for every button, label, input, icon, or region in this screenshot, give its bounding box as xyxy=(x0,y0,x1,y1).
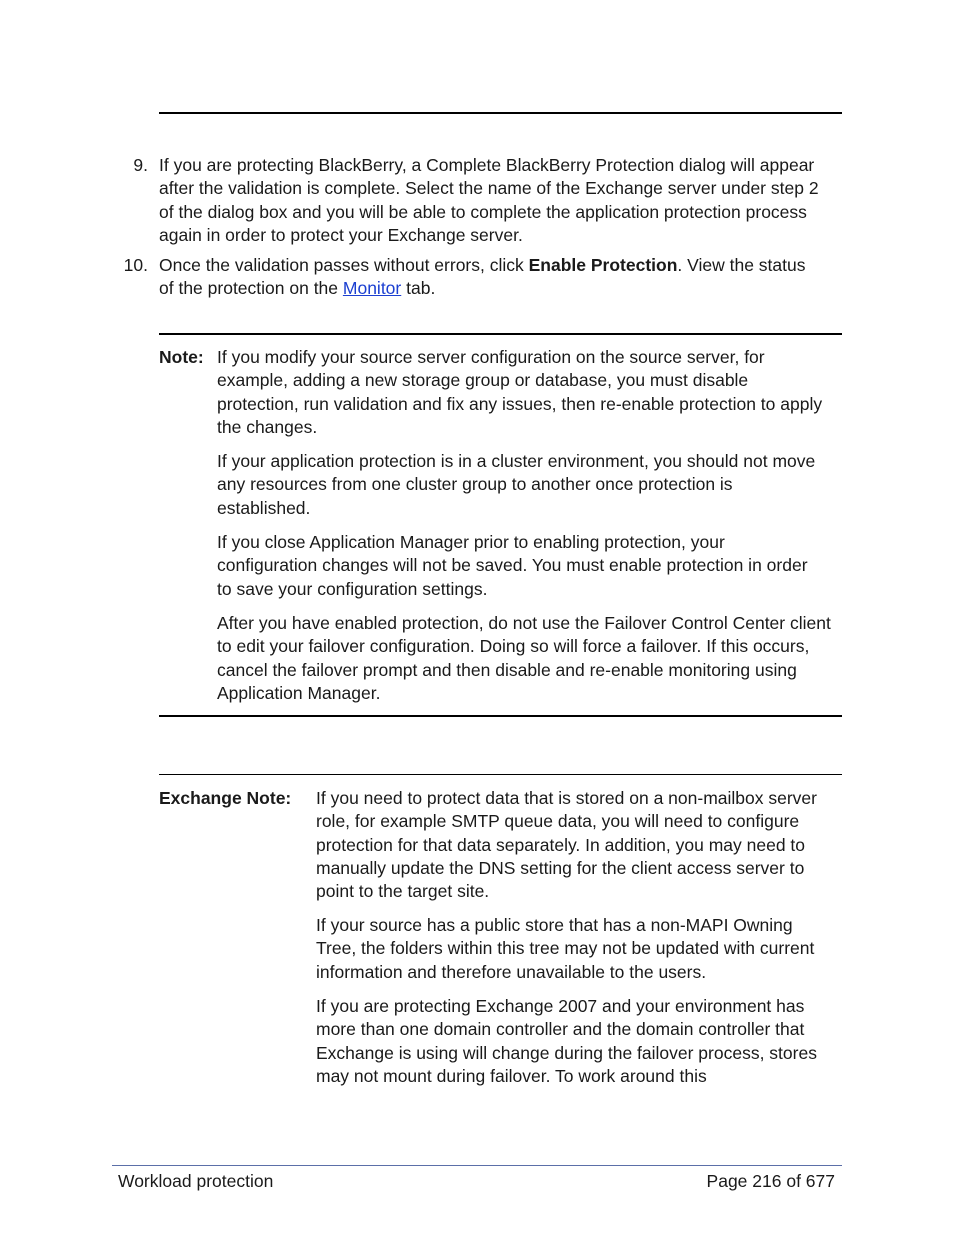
note-label: Note: xyxy=(159,347,204,367)
enable-protection-label: Enable Protection xyxy=(528,255,678,275)
exchange-note-paragraph: If you need to protect data that is stored on a non-mailbox server role, for example SMTP queue data, you will need to configure protection for that data separately. In addition, you may need to manually update the DNS setting for the client access server to point to the target site. xyxy=(316,788,817,902)
exchange-note-paragraph: If you are protecting Exchange 2007 and your environment has more than one domain controller and the domain controller that Exchange is using will change during the failover process, stores may not mount during failover. To work around this xyxy=(316,996,817,1086)
step-text-part: . View the status of the protection on the xyxy=(159,255,806,299)
footer-divider xyxy=(112,1165,842,1166)
step-text xyxy=(159,254,809,301)
step-text-part: tab. xyxy=(401,278,436,299)
footer-section-title: Workload protection xyxy=(118,1171,274,1191)
exchange-note-label: Exchange Note: xyxy=(159,788,292,808)
step-text: If you are protecting BlackBerry, a Complete BlackBerry Protection dialog will appear after the validation is complete. Select the name of the Exchange server under step 2 of the dialog box and you will be able to complete the application protection process again in order to protect your Exchange server. xyxy=(159,155,819,245)
step-number: 10. xyxy=(123,255,148,275)
note-paragraph: If you close Application Manager prior to enabling protection, your configuration changes will not be saved. You must enable protection in order to save your configuration settings. xyxy=(217,532,808,599)
note-paragraph: If you modify your source server configuration on the source server, for example, adding a new storage group or database, you must disable protection, run validation and fix any issues, then re-enable protection to apply the changes. xyxy=(217,347,823,437)
note-bottom-divider xyxy=(159,715,842,717)
note-top-divider xyxy=(159,333,842,335)
exchange-note-top-divider xyxy=(159,774,842,775)
exchange-note-paragraph: If your source has a public store that has a non-MAPI Owning Tree, the folders within this tree may not be updated with current information and therefore unavailable to the users. xyxy=(316,915,815,982)
top-divider xyxy=(159,112,842,114)
monitor-link[interactable]: Monitor xyxy=(342,278,402,299)
step-number: 9. xyxy=(133,155,148,175)
footer-page-number: Page 216 of 677 xyxy=(706,1171,835,1191)
note-paragraph: After you have enabled protection, do not use the Failover Control Center client to edit your failover configuration. Doing so will force a failover. If this occurs, cancel the failover prompt and then disable and re-enable monitoring using Application Manager. xyxy=(217,613,831,703)
step-text-part: Once the validation passes without errors, click xyxy=(159,255,529,275)
note-paragraph: If your application protection is in a cluster environment, you should not move any resources from one cluster group to another once protection is established. xyxy=(217,451,816,518)
